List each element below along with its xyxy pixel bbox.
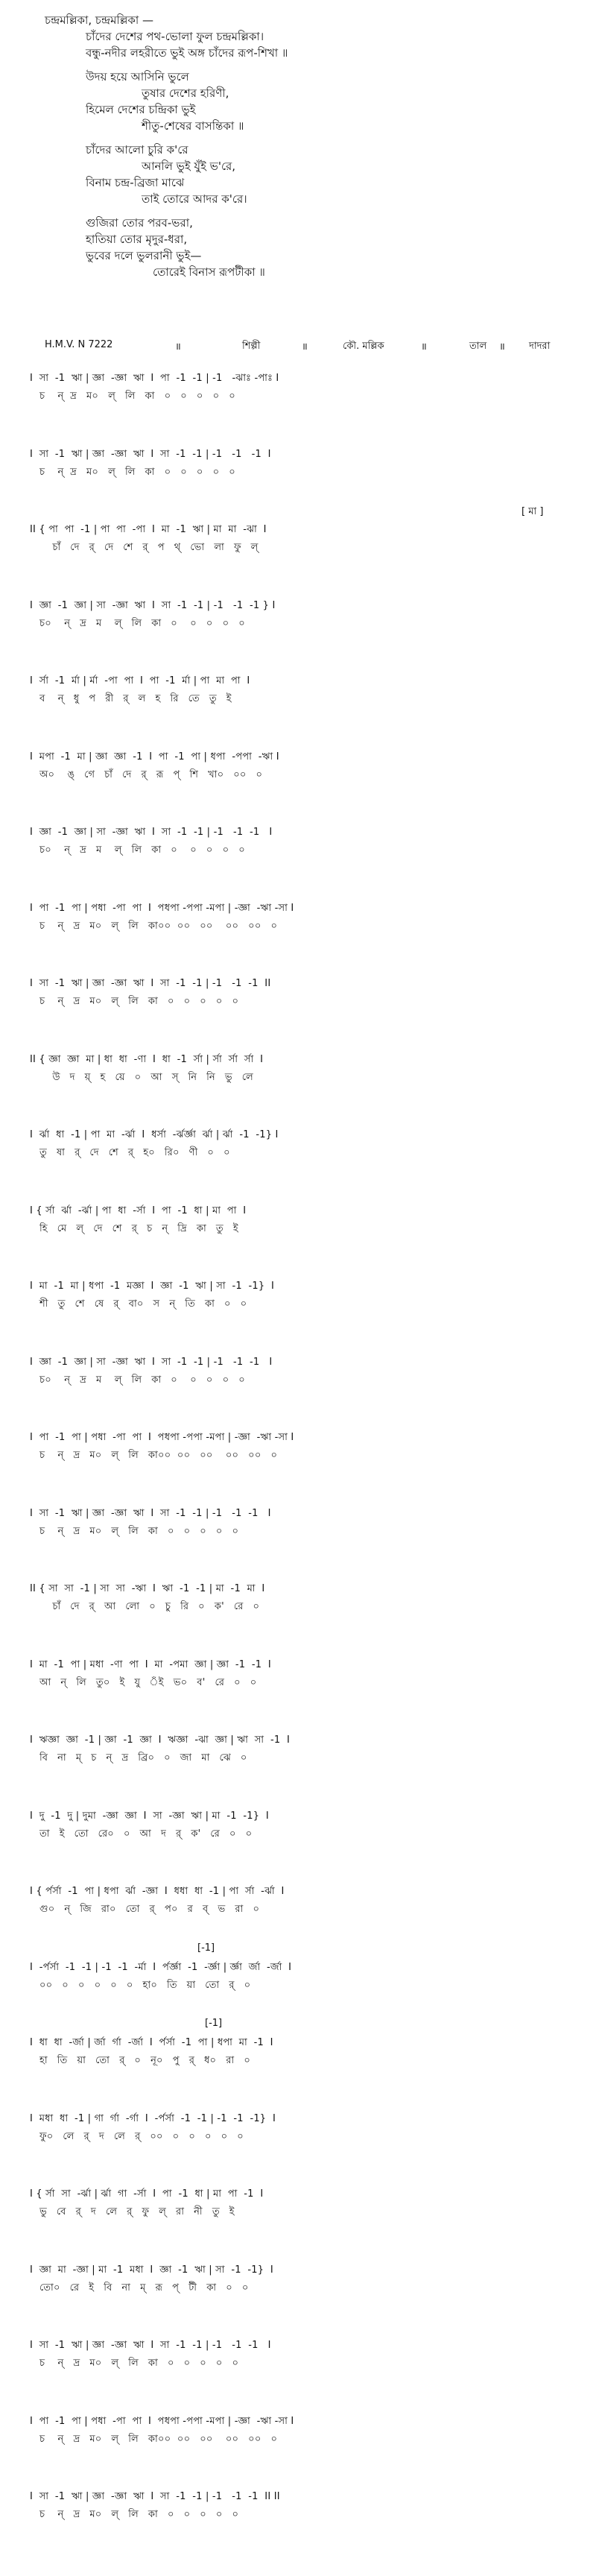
lyric-line: হা তি য়া তো র্ ০ নূ০ পু র্ ধ০ রা ০ [30,2055,250,2066]
swara-line: I ঋজ্ঞা জ্ঞা -1 | জ্ঞা -1 জ্ঞা I ঋজ্ঞা -ঝা জ্ঞা | ঋা সা -1 I [30,1734,291,1746]
notation-row [30,976,581,1012]
swara-line: I { র্সা সা -র্ঝা | র্ঝা গা -র্সা I পা -1 ধা | মা পা -1 I [30,2188,264,2200]
lyric-line: তু ষা র্ দে শে র্ হ০ রি০ ণী ০ ০ [30,1147,230,1158]
notation-row [30,2490,581,2525]
notation-row [30,2414,581,2450]
separator: ॥ [175,341,181,353]
lyric-line: তা ই তো রে০ ০ আ দ র্ ক' রে ০ ০ [30,1828,253,1840]
notation-row [30,1279,581,1315]
swara-line: I জ্ঞা -1 জ্ঞা | সা -জ্ঞা ঋা I সা -1 -1 | -1 -1 -1 } I [30,600,276,611]
swara-line: I -র্পর্সা -1 -1 | -1 -1 -র্মা I র্পর্জ্ঞা -1 -র্জ্ঞা | র্জ্ঞা র্জা -র্জা I [30,1962,292,1973]
poem-line: বিনাম চন্দ্র-ব্রিজা মাঝে [86,176,185,189]
notation-row [30,750,581,786]
swara-line: I মা -1 মা | ধপা -1 মজ্ঞা I জ্ঞা -1 ঋা | সা -1 -1} I [30,1281,275,1292]
notation-row [30,2112,581,2147]
lyric-line: অ০ ঙ্ গে চাঁ দে র্ রূ প্ শি খা০ ০০ ০ [30,769,263,780]
swara-line: I সা -1 ঋা | জ্ঞা -জ্ঞা ঋা I সা -1 -1 | -1 -1 -1 I [30,449,271,460]
poem-line: তুষার দেশের হরিণী, [142,86,229,100]
swara-line: I ধা ধা -র্জা | র্জা র্গা -র্জা I র্পর্সা -1 পা | ধপা মা -1 I [30,2037,273,2048]
swara-line: I মপা -1 মা | জ্ঞা জ্ঞা -1 I পা -1 পা | ধপা -পপা -ঋা I [30,751,279,763]
swara-line: I সা -1 ঋা | জ্ঞা -জ্ঞা ঋা I সা -1 -1 | -1 -1 -1 I [30,2340,271,2351]
notation-row [30,2338,581,2374]
notation-row [30,1658,581,1693]
notation-row [30,2187,581,2223]
separator: ॥ [302,341,308,353]
lyric-line: চ ন্ দ্র ম০ ল্ লি কা ০ ০ ০ ০ ০ [30,467,235,478]
poem-line: তাই তোরে আদর ক'রে। [142,192,247,206]
notation-row [30,1809,581,1845]
separator: ॥ [499,341,505,353]
lyric-line: চ০ ন্ দ্র ম ল্ লি কা ০ ০ ০ ০ ০ [30,618,245,629]
notation-row [30,825,581,861]
notation-row [30,1733,581,1769]
swara-line: I মা -1 পা | মধা -ণা পা I মা -পমা জ্ঞা | জ্ঞা -1 -1 I [30,1659,271,1670]
lyric-line: ফু০ লে র্ দ লে র্ ০০ ০ ০ ০ ০ ০ [30,2131,244,2142]
poem-line: তোরেই বিনাস রূপটীকা ॥ [153,265,265,279]
lyric-line: চ ন্ দ্র ম০ ল্ লি কা০০ ০০ ০০ ০০ ০০ ০ [30,2434,278,2445]
notation-row [30,1204,581,1240]
record-info [45,339,559,357]
poem-title: চন্দ্রমল্লিকা, চন্দ্রমল্লিকা — [45,13,154,27]
lyric-line: গু০ ন্ জি রা০ তো র্ প০ র ব্ ভ রা ০ [30,1904,260,1915]
swara-line: I র্ঝা ধা -1 | পা মা -র্ঝা I ধর্সা -র্ঝর্জ্ঞা র্ঝা | র্ঝা -1 -1} I [30,1129,279,1140]
lyric-line: ০০ ০ ০ ০ ০ ০ হা০ তি য়া তো র্ ০ [30,1980,251,1991]
notation-row [30,901,581,937]
lyric-line: শী তু শে ষে র্ বা০ স ন্ তি কা ০ ০ [30,1298,247,1310]
lyric-line: চাঁ দে র্ দে শে র্ প থ্ ভো লা ফু ল্ [30,542,259,553]
poem-line: বন্ধু-নদীর লহরীতে ভুই অঙ্গ চাঁদের রূপ-শিখা ॥ [86,46,288,60]
notation-row [30,1052,581,1088]
swara-line: I জ্ঞা -1 জ্ঞা | সা -জ্ঞা ঋা I সা -1 -1 | -1 -1 -1 I [30,1357,273,1368]
swara-line: I সা -1 ঋা | জ্ঞা -জ্ঞা ঋা I সা -1 -1 | -1 -1 -1 II II [30,2491,280,2502]
lyric-line: তো০ রে ই বি না ম্ রূ প্ টী কা ০ ০ [30,2282,249,2294]
lyric-line: ব ন্ ধু প রী র্ ল হ রি তে তু ই [30,693,232,704]
swara-line: II { পা পা -1 | পা পা -পা I মা -1 ঋা | মা মা -ঝা I [30,524,267,535]
lyric-line: উ দ য়্ হ য়ে ০ আ স্ নি নি ভু লে [30,1072,253,1083]
lyric-line: চ ন্ দ্র ম০ ল্ লি কা ০ ০ ০ ০ ০ [30,391,235,402]
poem-line: হাতিয়া তোর মৃদুর-ধরা, [86,233,188,246]
swara-line: I র্সা -1 র্মা | র্মা -পা পা I পা -1 র্মা | পা মা পা I [30,675,250,686]
poem-line: গুজিরা তোর পরব-ভরা, [86,216,193,230]
notation-row [30,599,581,634]
swara-line: II { সা সা -1 | সা সা -ঋা I ঋা -1 -1 | মা -1 মা I [30,1583,265,1594]
variation-mark: [-1] [197,1942,215,1954]
swara-line: I দু -1 দু | দুমা -জ্ঞা জ্ঞা I সা -জ্ঞা ঋা | মা -1 -1} I [30,1811,269,1822]
swara-line: I সা -1 ঋা | জ্ঞা -জ্ঞা ঋা I সা -1 -1 | -1 -1 -1 II [30,978,271,989]
notation-row [30,1582,581,1617]
notation-row [30,2018,581,2071]
lyric-line: বি না ম্ চ ন্ দ্র ব্রি০ ০ জা মা ঝে ০ [30,1752,247,1764]
swara-line: I { র্পর্সা -1 পা | ধপা র্ঝা -জ্ঞা I ধধা ধা -1 | পা র্সা -র্ঝা I [30,1886,285,1897]
separator: ॥ [421,341,427,353]
lyric-line: চ ন্ দ্র ম০ ল্ লি কা ০ ০ ০ ০ ০ [30,2358,239,2369]
poem-line: উদয় হয়ে আসিনি ভুলে [86,70,189,83]
notation-row [30,1430,581,1466]
lyric-line: চ ন্ দ্র ম০ ল্ লি কা০০ ০০ ০০ ০০ ০০ ০ [30,1450,278,1461]
swara-line: I পা -1 পা | পধা -পা পা I পধপা -পপা -মপা | -জ্ঞা -ঋা -সা I [30,2416,294,2427]
poem-line: হিমেল দেশের চন্দ্রিকা ভুই [86,103,196,116]
swara-line: II { জ্ঞা জ্ঞা মা | ধা ধা -ণা I ধা -1 র্সা | র্সা র্সা র্সা I [30,1054,264,1065]
swara-line: I { র্সা র্ঝা -র্ঝা | পা ধা -র্সা I পা -1 ধা | মা পা I [30,1205,247,1216]
lyric-line: চ ন্ দ্র ম০ ল্ লি কা ০ ০ ০ ০ ০ [30,2509,239,2520]
swara-line: I জ্ঞা মা -জ্ঞা | মা -1 মধা I জ্ঞা -1 ঋা | সা -1 -1} I [30,2264,273,2276]
notation-row [30,506,581,558]
swara-line: I সা -1 ঋা | জ্ঞা -জ্ঞা ঋা I সা -1 -1 | -1 -1 -1 I [30,1508,271,1519]
record-number: H.M.V. N 7222 [45,339,113,350]
poem-line: আনলি ভুই যুঁই ভ'রে, [142,160,236,173]
notation-row [30,447,581,483]
lyric-line: চ ন্ দ্র ম০ ল্ লি কা ০ ০ ০ ০ ০ [30,1526,239,1537]
singer-name: কৌ. মল্লিক [343,341,384,352]
lyric-line: চ০ ন্ দ্র ম ল্ লি কা ০ ০ ০ ০ ০ [30,1374,245,1386]
lyric-line: চ০ ন্ দ্র ম ল্ লি কা ০ ০ ০ ০ ০ [30,845,245,856]
swara-line: I সা -1 ঋা | জ্ঞা -জ্ঞা ঋা I পা -1 -1 | -1 -ঝাঃ -পাঃ I [30,373,279,384]
notation-row [30,674,581,710]
notation-row [30,1506,581,1542]
notation-row [30,1128,581,1164]
notation-row [30,1942,581,1996]
lyric-line: চ ন্ দ্র ম০ ল্ লি কা০০ ০০ ০০ ০০ ০০ ০ [30,921,278,932]
notation-row [30,371,581,407]
poem-line: শীতু-শেষের বাসন্তিকা ॥ [142,119,244,133]
swara-line: I পা -1 পা | পধা -পা পা I পধপা -পপা -মপা | -জ্ঞা -ঋা -সা I [30,903,294,914]
tala-label: দাদরা [529,341,551,352]
lyric-line: ভু বে র্ দ লে র্ ফু ল্ রা নী তু ই [30,2206,235,2217]
raga-label: তাল [469,341,487,352]
variation-mark: [-1] [205,2018,223,2029]
swara-line: I মধা ধা -1 | গা র্গা -র্গা I -র্পর্সা -1 -1 | -1 -1 -1} I [30,2113,276,2124]
poem-line: চাঁদের আলো চুরি ক'রে [86,143,188,157]
notation-row [30,2263,581,2299]
swara-line: I পা -1 পা | পধা -পা পা I পধপা -পপা -মপা | -জ্ঞা -ঋা -সা I [30,1432,294,1443]
swara-line: I জ্ঞা -1 জ্ঞা | সা -জ্ঞা ঋা I সা -1 -1 | -1 -1 -1 I [30,827,273,838]
notation-row [30,1355,581,1391]
lyric-line: চ ন্ দ্র ম০ ল্ লি কা ০ ০ ০ ০ ০ [30,996,239,1007]
lyric-line: চাঁ দে র্ আ লো ০ চু রি ০ ক' রে ০ [30,1601,260,1612]
singer-label: শিল্পী [242,341,261,352]
notation-row [30,1884,581,1920]
poem-line: ভুবের দলে ভুলরানী ভুই— [86,249,202,262]
poem-line: চাঁদের দেশের পথ-ভোলা ফুল চন্দ্রমল্লিকা। [86,30,264,43]
lyric-line: আ ন্ লি তু০ ই যু ঁই ভ০ ব' রে ০ ০ [30,1677,257,1688]
lyric-line: হি মে ল্ দে শে র্ চ ন্ দ্রি কা তু ই [30,1223,238,1234]
variation-mark: [ মা ] [522,506,544,517]
